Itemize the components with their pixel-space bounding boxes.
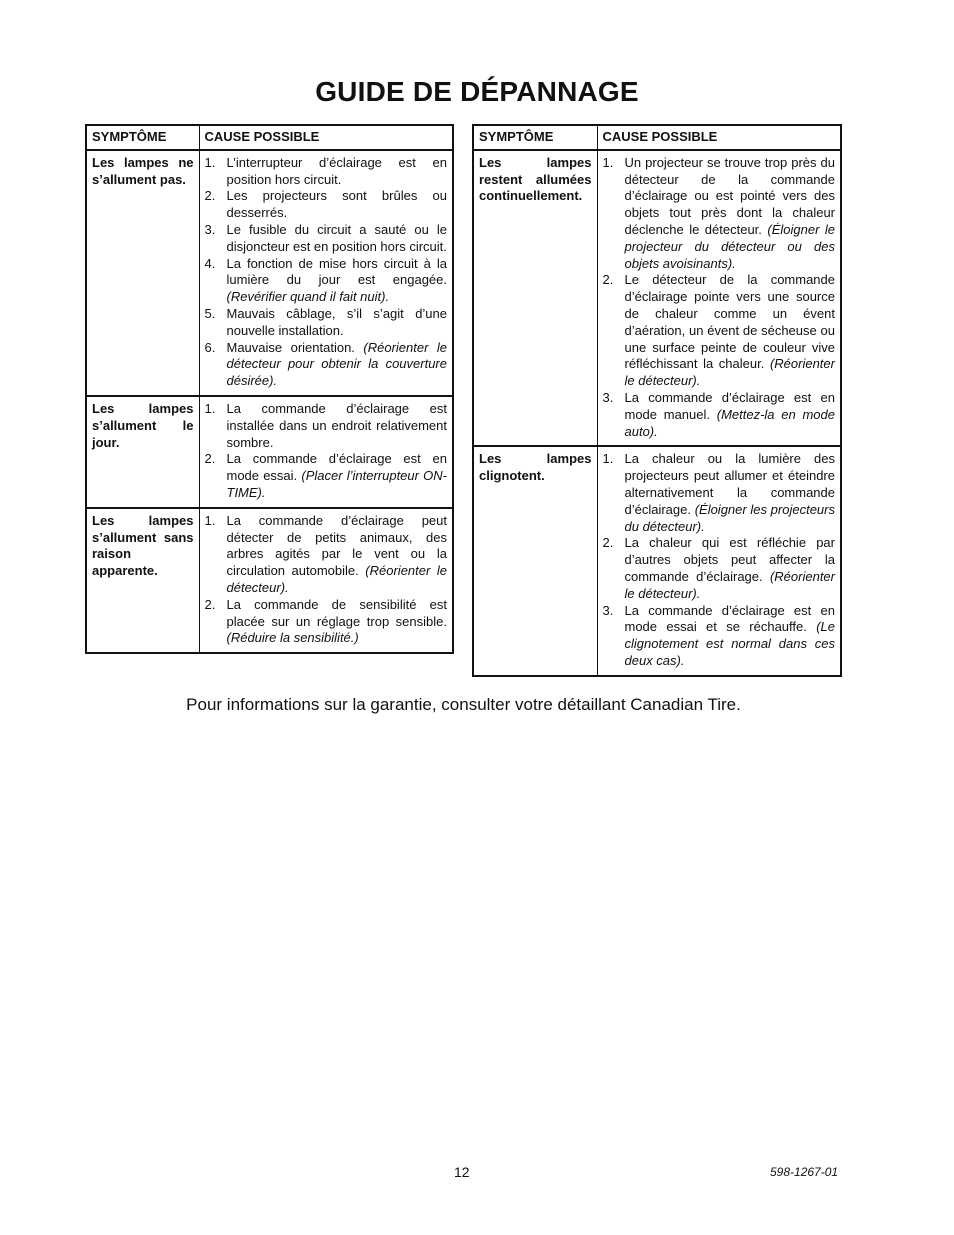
cause-remedy-note: (Éloigner le projecteur du détecteur ou des objets avoisinants). xyxy=(624,221,835,271)
cause-item xyxy=(603,535,836,602)
cause-cell xyxy=(597,150,841,447)
symptom-cell: Les lampes s’allument sans raison apparente. xyxy=(86,508,199,653)
cause-item xyxy=(205,340,448,390)
cause-item xyxy=(205,222,448,256)
cause-text: La commande d’éclairage peut détecter de petits animaux, des arbres agités par le vent ou la circulation automobile. xyxy=(226,512,447,579)
cause-list xyxy=(603,155,836,441)
cause-description xyxy=(227,451,448,501)
cause-description xyxy=(625,272,836,390)
cause-number: 6. xyxy=(204,339,216,355)
cause-description xyxy=(227,340,448,390)
cause-description xyxy=(625,451,836,535)
cause-cell xyxy=(199,396,453,508)
troubleshooting-table-left xyxy=(85,124,454,654)
cause-item xyxy=(205,451,448,501)
symptom-cell: Les lampes clignotent. xyxy=(473,446,597,675)
cause-remedy-note: (Réorienter le détecteur pour obtenir la couverture désirée). xyxy=(226,339,447,389)
cause-number: 1. xyxy=(204,154,216,170)
page-title: GUIDE DE DÉPANNAGE xyxy=(315,76,639,107)
cause-item xyxy=(603,155,836,273)
cause-list xyxy=(205,155,448,390)
symptom-cell: Les lampes s’allument le jour. xyxy=(86,396,199,508)
symptom-cell: Les lampes restent allumées continuellement. xyxy=(473,150,597,447)
cause-description xyxy=(227,401,448,451)
table-row xyxy=(86,396,453,508)
cause-number: 2. xyxy=(602,535,614,551)
cause-remedy-note: (Mettez-la en mode auto). xyxy=(624,406,835,439)
cause-item xyxy=(205,401,448,451)
symptom-cell: Les lampes ne s’allument pas. xyxy=(86,150,199,396)
cause-item xyxy=(603,390,836,440)
cause-text: Mauvais câblage, s’il s’agit d’une nouvelle installation. xyxy=(226,305,447,338)
cause-description xyxy=(227,306,448,340)
cause-list xyxy=(205,513,448,647)
document-code: 598-1267-01 xyxy=(770,1165,839,1179)
cause-item xyxy=(205,256,448,306)
cause-item xyxy=(205,155,448,189)
cause-text: Mauvaise orientation. xyxy=(226,339,355,355)
cause-remedy-note: (Réorienter le détecteur). xyxy=(624,568,835,601)
cause-item xyxy=(603,603,836,670)
cause-number: 1. xyxy=(602,451,614,467)
symptom-header: SYMPTÔME xyxy=(86,125,199,150)
cause-item xyxy=(205,597,448,647)
page-number: 12 xyxy=(454,1164,470,1180)
troubleshooting-table-right xyxy=(472,124,842,677)
table-row xyxy=(473,446,841,675)
cause-remedy-note: (Placer l’interrupteur ON-TIME). xyxy=(226,468,447,500)
cause-description xyxy=(625,155,836,273)
cause-number: 1. xyxy=(204,400,216,416)
cause-text: La commande d’éclairage est en mode essai. xyxy=(226,451,447,484)
cause-header: CAUSE POSSIBLE xyxy=(199,125,453,150)
table-body xyxy=(86,150,453,653)
cause-cell xyxy=(597,446,841,675)
cause-remedy-note: (Éloigner les projecteurs du détecteur). xyxy=(624,501,835,534)
cause-item xyxy=(205,188,448,222)
cause-list xyxy=(205,401,448,502)
cause-text: Les projecteurs sont brûles ou desserrés. xyxy=(226,188,447,221)
cause-remedy-note: (Réorienter le détecteur). xyxy=(226,563,447,595)
cause-number: 2. xyxy=(204,596,216,612)
cause-description xyxy=(227,155,448,189)
symptom-header: SYMPTÔME xyxy=(473,125,597,150)
cause-item xyxy=(205,513,448,597)
cause-number: 3. xyxy=(602,389,614,405)
cause-number: 2. xyxy=(602,272,614,288)
cause-remedy-note: (Réduire la sensibilité.) xyxy=(226,630,359,646)
cause-text: La fonction de mise hors circuit à la lumière du jour est engagée. xyxy=(226,255,447,288)
cause-text: L’interrupteur d’éclairage est en position hors circuit. xyxy=(226,154,447,187)
cause-number: 5. xyxy=(204,305,216,321)
table-row xyxy=(86,508,453,653)
cause-number: 3. xyxy=(602,602,614,618)
cause-number: 1. xyxy=(204,512,216,528)
cause-item xyxy=(205,306,448,340)
cause-text: Un projecteur se trouve trop près du détecteur de la commande d’éclairage ou est pointé vers des objets tout près dont la chaleur déclenche le détecteur. xyxy=(624,154,835,237)
cause-description xyxy=(625,603,836,670)
cause-remedy-note: (Le clignotement est normal dans ces deux cas). xyxy=(624,619,835,668)
table-header-row xyxy=(473,125,841,150)
cause-number: 1. xyxy=(602,154,614,170)
cause-text: Le fusible du circuit a sauté ou le disjoncteur est en position hors circuit. xyxy=(226,221,447,254)
table-row xyxy=(86,150,453,396)
cause-description xyxy=(227,597,448,647)
cause-description xyxy=(625,390,836,440)
cause-description xyxy=(625,535,836,602)
cause-number: 4. xyxy=(204,255,216,271)
cause-item xyxy=(603,451,836,535)
cause-text: La chaleur ou la lumière des projecteurs peut allumer et éteindre alternativement la commande d’éclairage. xyxy=(624,451,835,517)
cause-description xyxy=(227,513,448,597)
cause-text: La chaleur qui est réfléchie par d’autres objets peut affecter la commande d’éclairage. xyxy=(624,535,835,584)
cause-number: 2. xyxy=(204,188,216,204)
cause-description xyxy=(227,188,448,222)
cause-text: La commande de sensibilité est placée sur un réglage trop sensible. xyxy=(226,596,447,629)
cause-number: 3. xyxy=(204,221,216,237)
cause-text: La commande d’éclairage est installée dans un endroit relativement sombre. xyxy=(226,400,447,450)
cause-remedy-note: (Revérifier quand il fait nuit). xyxy=(226,289,390,305)
cause-item xyxy=(603,272,836,390)
cause-number: 2. xyxy=(204,451,216,467)
table-header-row xyxy=(86,125,453,150)
cause-text: Le détecteur de la commande d’éclairage pointe vers une source de chaleur comme un évent d’aération, un évent de sécheuse ou une surface peinte de couleur vive réfléchissant la chaleur. xyxy=(624,272,835,372)
cause-header: CAUSE POSSIBLE xyxy=(597,125,841,150)
cause-text: La commande d’éclairage est en mode manuel. xyxy=(624,389,835,422)
cause-description xyxy=(227,222,448,256)
cause-description xyxy=(227,256,448,306)
table-body xyxy=(473,150,841,676)
cause-list xyxy=(603,451,836,669)
warranty-notice: Pour informations sur la garantie, consulter votre détaillant Canadian Tire. xyxy=(186,695,741,714)
table-row xyxy=(473,150,841,447)
cause-cell xyxy=(199,508,453,653)
cause-text: La commande d’éclairage est en mode essai et se réchauffe. xyxy=(624,602,835,635)
cause-remedy-note: (Réorienter le détecteur). xyxy=(624,356,835,389)
cause-cell xyxy=(199,150,453,396)
